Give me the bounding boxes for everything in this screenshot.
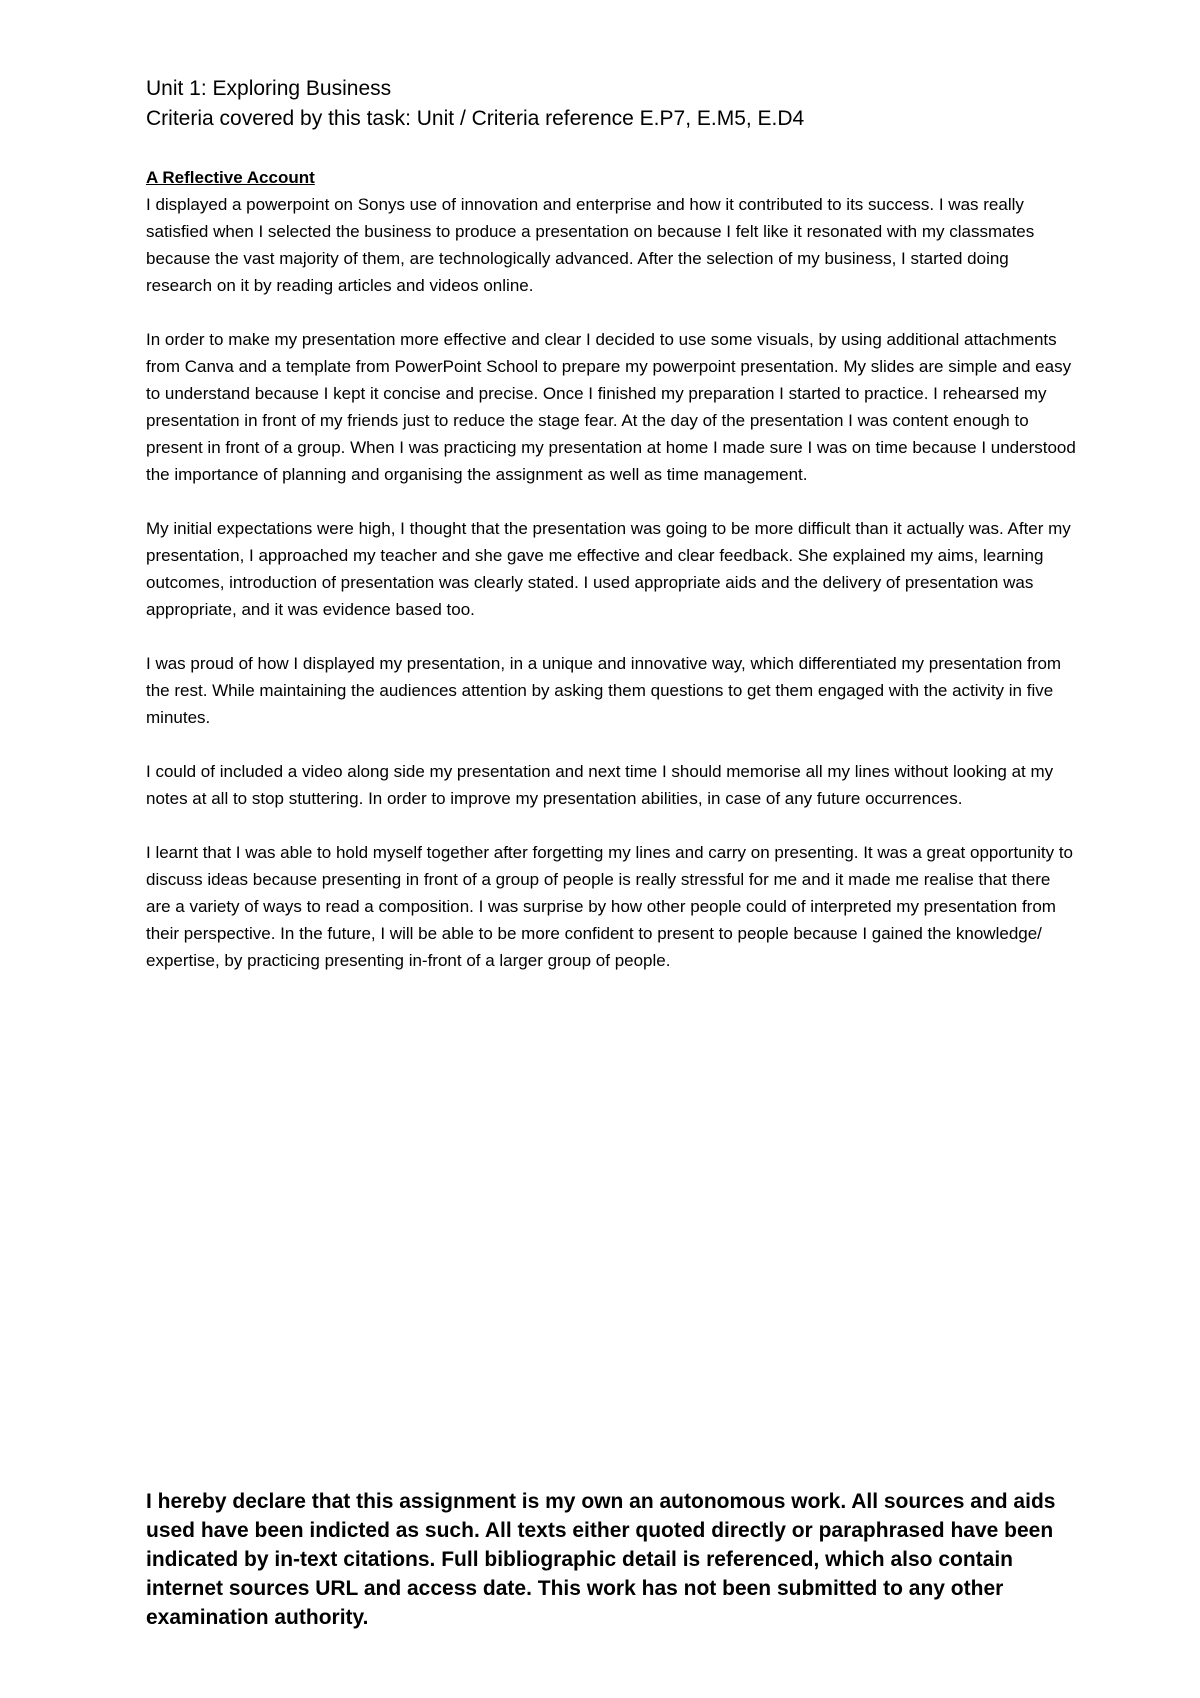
paragraph-5: I could of included a video along side my presentation and next time I should memorise all my lines without looking at my notes at all to stop stuttering. In order to improve my presentation abilities, in case of any future occurrences.: [146, 762, 1054, 808]
paragraph-4: I was proud of how I displayed my presentation, in a unique and innovative way, which differentiated my presentation from the rest. While maintaining the audiences attention by asking them questions to get them engaged with the activity in five minutes.: [146, 654, 1062, 727]
paragraph-3: My initial expectations were high, I thought that the presentation was going to be more difficult than it actually was. After my presentation, I approached my teacher and she gave me effective and clear feedback. She explained my aims, learning outcomes, introduction of presentation was clearly stated. I used appropriate aids and the delivery of presentation was appropriate, and it was evidence based too.: [146, 519, 1071, 619]
paragraph-6: I learnt that I was able to hold myself together after forgetting my lines and carry on presenting. It was a great opportunity to discuss ideas because presenting in front of a group of people is really stressful for me and it made me realise that there are a variety of ways to read a composition. I was surprise by how other people could of interpreted my presentation from their perspective. In the future, I will be able to be more confident to present to people because I gained the knowledge/ expertise, by practicing presenting in-front of a larger group of people.: [146, 843, 1073, 970]
document-body: [146, 74, 1076, 1001]
section-title: A Reflective Account: [146, 168, 315, 187]
paragraph-1: I displayed a powerpoint on Sonys use of innovation and enterprise and how it contributed to its success. I was really satisfied when I selected the business to produce a presentation on because I felt like it resonated with my classmates because the vast majority of them, are technologically advanced. After the selection of my business, I started doing research on it by reading articles and videos online.: [146, 195, 1035, 295]
criteria-line: Criteria covered by this task: Unit / Criteria reference E.P7, E.M5, E.D4: [146, 107, 805, 130]
unit-title: Unit 1: Exploring Business: [146, 77, 392, 100]
paragraph-2: In order to make my presentation more effective and clear I decided to use some visuals, by using additional attachments from Canva and a template from PowerPoint School to prepare my powerpoint presentation. My slides are simple and easy to understand because I kept it concise and precise. Once I finished my preparation I started to practice. I rehearsed my presentation in front of my friends just to reduce the stage fear. At the day of the presentation I was content enough to present in front of a group. When I was practicing my presentation at home I made sure I was on time because I understood the importance of planning and organising the assignment as well as time management.: [146, 330, 1076, 484]
declaration-statement: I hereby declare that this assignment is my own an autonomous work. All sources and aids used have been indicted as such. All texts either quoted directly or paraphrased have been indicated by in-text citations. Full bibliographic detail is referenced, which also contain internet sources URL and access date. This work has not been submitted to any other examination authority.: [146, 1490, 1056, 1629]
